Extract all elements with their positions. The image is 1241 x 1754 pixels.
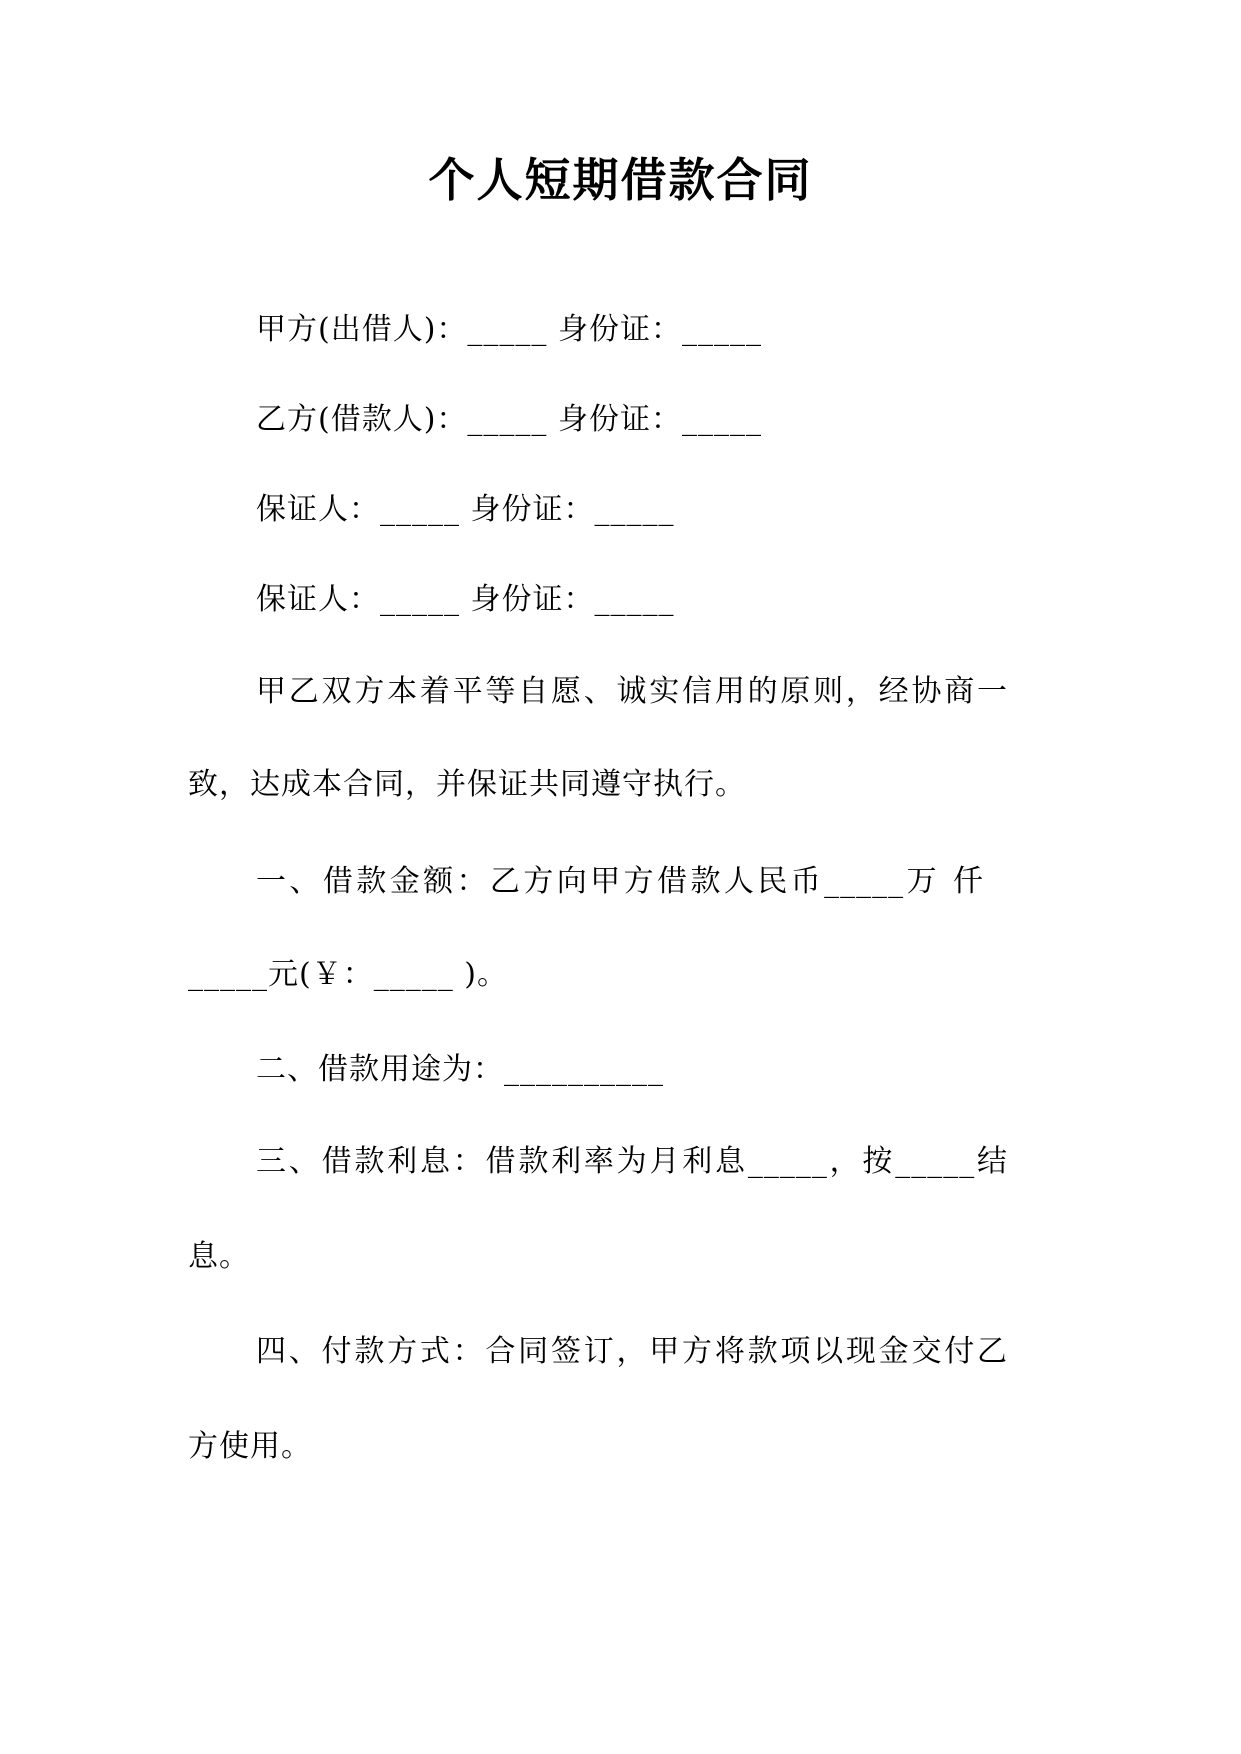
clause-1-line-1: 一、借款金额：乙方向甲方借款人民币_____万 仟: [256, 864, 984, 899]
preamble-line-2: 致，达成本合同，并保证共同遵守执行。: [188, 767, 746, 802]
clause-4-line-1: 四、付款方式：合同签订，甲方将款项以现金交付乙: [256, 1334, 1008, 1369]
clause-3-line-1: 三、借款利息：借款利率为月利息_____，按_____结: [256, 1144, 1008, 1179]
party-a-line: 甲方(出借人)：_____ 身份证：_____: [256, 312, 762, 347]
party-b-line: 乙方(借款人)：_____ 身份证：_____: [256, 402, 762, 437]
clause-1-line-2: _____元(￥：_____ )。: [188, 957, 508, 992]
clause-3-line-2: 息。: [188, 1239, 250, 1274]
document-title: 个人短期借款合同: [428, 153, 813, 207]
preamble-line-1: 甲乙双方本着平等自愿、诚实信用的原则，经协商一: [256, 674, 1008, 709]
guarantor-line-2: 保证人：_____ 身份证：_____: [256, 582, 675, 617]
guarantor-line-1: 保证人：_____ 身份证：_____: [256, 492, 675, 527]
clause-4-line-2: 方使用。: [188, 1429, 312, 1464]
clause-2-line: 二、借款用途为：__________: [256, 1052, 664, 1087]
